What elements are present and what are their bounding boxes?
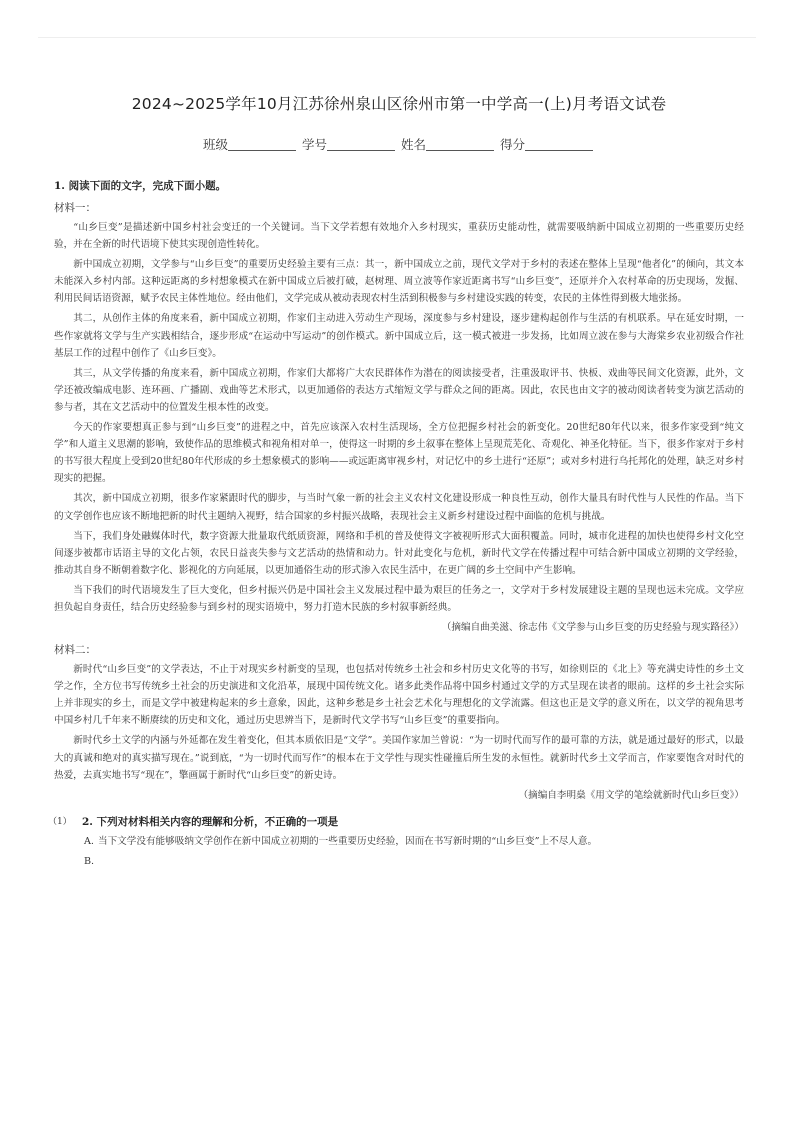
material-one-paragraph: 当下我们的时代语境发生了巨大变化，但乡村振兴仍是中国社会主义发展过程中最为艰巨的任务之一，文学对于乡村发展建设主题的呈现也远未完成。文学应担负起自身责任，结合历史经验参与到乡村的现实语境中，努力打造木民族的乡村叙事新经典。 bbox=[54, 584, 744, 613]
material-one-paragraph: 其二，从创作主体的角度来看，新中国成立初期，作家们主动进入劳动生产现场，深度参与乡村建设，逐步建构起创作与生活的有机联系。早在延安时期，一些作家就将文学与生产实践相结合，逐步形成“在运动中写运动”的创作模式。新中国成立后，这一模式被进一步发扬，比如周立波在参与大海棠乡农业初级合作社基层工作的过程中创作了《山乡巨变》。 bbox=[54, 313, 744, 359]
material-two-source: （摘编自李明燊《用文学的笔绘就新时代山乡巨变》） bbox=[518, 789, 744, 801]
name-blank[interactable] bbox=[426, 138, 494, 151]
option-text: 当下文学没有能够吸纳文学创作在新中国成立初期的一些重要历史经验，因而在书写新时期的“山乡巨变”上不尽人意。 bbox=[98, 835, 598, 847]
exam-page bbox=[48, 92, 744, 870]
material-two-paragraph: 新时代乡土文学的内涵与外延都在发生着变化，但其本质依旧是“文学”。美国作家加兰曾说：“为一切时代而写作的最可靠的方法，就是通过最好的形式，以最大的真诚和绝对的真实描写现在。”说到底，“为一切时代而写作”的根本在于文学性与现实性碰撞后所生发的永恒性。就新时代乡土文学而言，作家要饱含对时代的热爱，去真实地书写“现在”，擎画属于新时代“山乡巨变”的新史诗。 bbox=[54, 735, 744, 781]
option-a[interactable] bbox=[84, 833, 744, 850]
score-label: 得分 bbox=[499, 137, 525, 152]
material-one-paragraph: 新中国成立初期，文学参与“山乡巨变”的重要历史经验主要有三点：其一，新中国成立之前，现代文学对于乡村的表述在整体上呈现“他者化”的倾向，其文本未能深入乡村内部。这种远距离的乡村想象模式在新中国成立后被打破，赵树理、周立波等作家近距离书写“山乡巨变”，还原并介入农村革命的历史现场，发掘、利用民间话语资源，赋予农民主体性地位。经由他们，文学完成从被动表现农村生活到积极参与乡村建设实践的转变，农民的主体性得到极大地张扬。 bbox=[54, 259, 744, 305]
option-letter: B. bbox=[84, 855, 95, 867]
question-heading: 1. 阅读下面的文字，完成下面小题。 bbox=[54, 180, 227, 192]
subquestion-number: （1） bbox=[48, 816, 72, 827]
material-two-label: 材料二： bbox=[54, 644, 96, 657]
material-one-paragraph: 今天的作家要想真正参与到“山乡巨变”的进程之中，首先应该深入农村生活现场，全方位把握乡村社会的新变化。20世纪80年代以来，很多作家受到“纯文学”和人道主义思潮的影响，致使作品的思维模式和视角相对单一，使得这一时期的乡土叙事在整体上呈现荒芜化、奇观化、神圣化特征。当下，很多作家对于乡村的书写很大程度上受到20世纪80年代形成的乡土想象模式的影响——或远距离审视乡村，对记忆中的乡土进行“还原”；或对乡村进行乌托邦化的处理，缺乏对乡村现实的把握。 bbox=[54, 422, 744, 485]
material-one-paragraph: 其次，新中国成立初期，很多作家紧跟时代的脚步，与当时气象一新的社会主义农村文化建设形成一种良性互动，创作大量具有时代性与人民性的作品。当下的文学创作也应该不断地把新的时代主题纳入视野，结合国家的乡村振兴战略，表现社会主义新乡村建设过程中面临的危机与挑战。 bbox=[54, 493, 744, 522]
material-one-label: 材料一： bbox=[54, 202, 96, 214]
option-b[interactable] bbox=[84, 853, 744, 870]
option-text bbox=[98, 853, 744, 870]
student-id-blank[interactable] bbox=[327, 138, 395, 151]
exam-title: 2024~2025学年10月江苏徐州泉山区徐州市第一中学高一(上)月考语文试卷 bbox=[131, 95, 667, 113]
name-label: 姓名 bbox=[400, 137, 426, 152]
class-blank[interactable] bbox=[228, 138, 296, 151]
top-divider bbox=[38, 37, 756, 38]
subquestion bbox=[48, 814, 744, 830]
option-letter: A. bbox=[84, 835, 94, 847]
score-blank[interactable] bbox=[525, 138, 593, 151]
class-label: 班级 bbox=[202, 137, 228, 152]
subquestion-text: 2. 下列对材料相关内容的理解和分析，不正确的一项是 bbox=[82, 815, 339, 828]
student-id-label: 学号 bbox=[301, 137, 327, 152]
material-one-paragraph: “山乡巨变”是描述新中国乡村社会变迁的一个关键词。当下文学若想有效地介入乡村现实，重获历史能动性，就需要吸纳新中国成立初期的一些重要历史经验，并在全新的时代语境下使其实现创造性转化。 bbox=[54, 222, 744, 251]
student-info-line bbox=[54, 135, 744, 155]
material-two-paragraph: 新时代“山乡巨变”的文学表达，不止于对现实乡村新变的呈现，也包括对传统乡土社会和乡村历史文化等的书写，如徐则臣的《北上》等充满史诗性的乡土文学之作，全方位书写传统乡土社会的历史演进和文化沿革，展现中国传统文化。诸多此类作品将中国乡村通过文学的方式呈现在读者的眼前。这样的乡土社会实际上并非现实的乡土，而是文学中被建构起来的乡土意象，因此，这种乡愁是乡土社会艺术化与理想化的文学流露。但这也正是文学的意义所在，以文学的视角思考中国乡村几千年来不断赓续的历史和文化，通过历史思辨当下，是新时代文学书写“山乡巨变”的重要指向。 bbox=[54, 664, 744, 727]
material-one-paragraph: 其三，从文学传播的角度来看，新中国成立初期，作家们大都将广大农民群体作为潜在的阅读接受者，注重汲取评书、快板、戏曲等民间文化资源，此外，文学还被改编成电影、连环画、广播剧、戏曲等艺术形式，以更加通俗的表达方式缩短文学与群众之间的距离。因此，农民也由文字的被动阅读者转变为演艺活动的参与者，其在文艺活动中的位置发生根本性的改变。 bbox=[54, 367, 744, 413]
material-one-source: （摘编自曲美滋、徐志伟《文学参与山乡巨变的历史经验与现实路径》） bbox=[441, 622, 744, 634]
material-one-paragraph: 当下，我们身处融媒体时代，数字资源大批量取代纸质资源，网络和手机的普及使得文字被视听形式大面积覆盖。同时，城市化进程的加快也使得乡村文化空间逐步被都市话语主导的文化占领，农民日益丧失参与文艺活动的热情和动力。针对此变化与危机，新时代文学在传播过程中可结合新中国成立初期的文学经验，推动其自身不断朝着数字化、影视化的方向延展，以更加通俗生动的形式渗入农民生活中，在更广阔的乡土空间中产生影响。 bbox=[54, 530, 744, 576]
